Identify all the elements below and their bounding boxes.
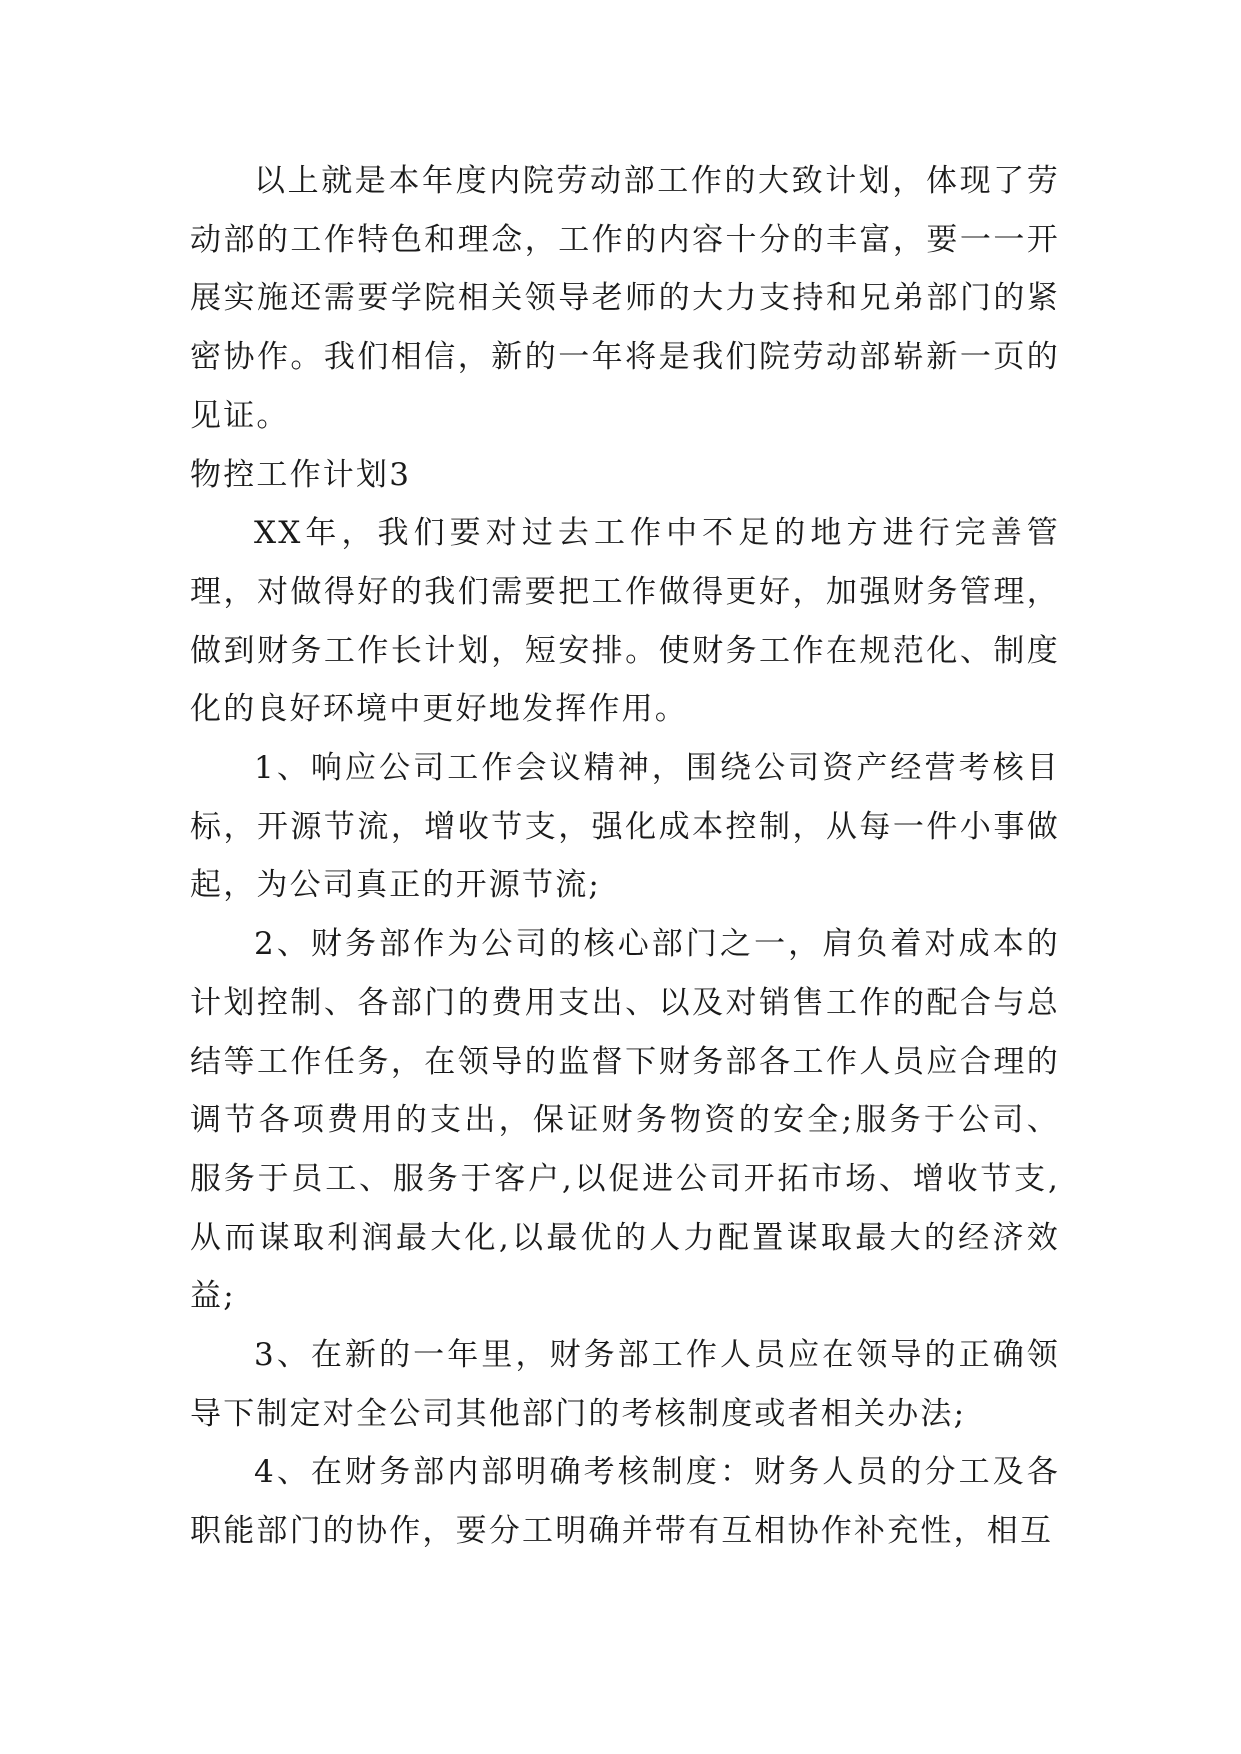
document-page: [190, 152, 1060, 1561]
paragraph-item-4: 4、在财务部内部明确考核制度：财务人员的分工及各职能部门的协作，要分工明确并带有互相协作补充性，相互: [190, 1454, 1060, 1550]
paragraph-intro: XX年，我们要对过去工作中不足的地方进行完善管理，对做得好的我们需要把工作做得更好，加强财务管理，做到财务工作长计划，短安排。使财务工作在规范化、制度化的良好环境中更好地发挥作用。: [190, 515, 1060, 728]
section-heading: 物控工作计划3: [190, 456, 412, 493]
paragraph-item-1: 1、响应公司工作会议精神，围绕公司资产经营考核目标，开源节流，增收节支，强化成本控制，从每一件小事做起，为公司真正的开源节流;: [190, 750, 1060, 904]
paragraph-item-3: 3、在新的一年里，财务部工作人员应在领导的正确领导下制定对全公司其他部门的考核制度或者相关办法;: [190, 1337, 1060, 1432]
paragraph-item-2: 2、财务部作为公司的核心部门之一，肩负着对成本的计划控制、各部门的费用支出、以及对销售工作的配合与总结等工作任务，在领导的监督下财务部各工作人员应合理的调节各项费用的支出，保证财务物资的安全;服务于公司、服务于员工、服务于客户,以促进公司开拓市场、增收节支,从而谋取利润最大化,以最优的人力配置谋取最大的经济效益;: [190, 926, 1060, 1315]
paragraph-conclusion: 以上就是本年度内院劳动部工作的大致计划，体现了劳动部的工作特色和理念，工作的内容十分的丰富，要一一开展实施还需要学院相关领导老师的大力支持和兄弟部门的紧密协作。我们相信，新的一年将是我们院劳动部崭新一页的见证。: [190, 163, 1060, 434]
